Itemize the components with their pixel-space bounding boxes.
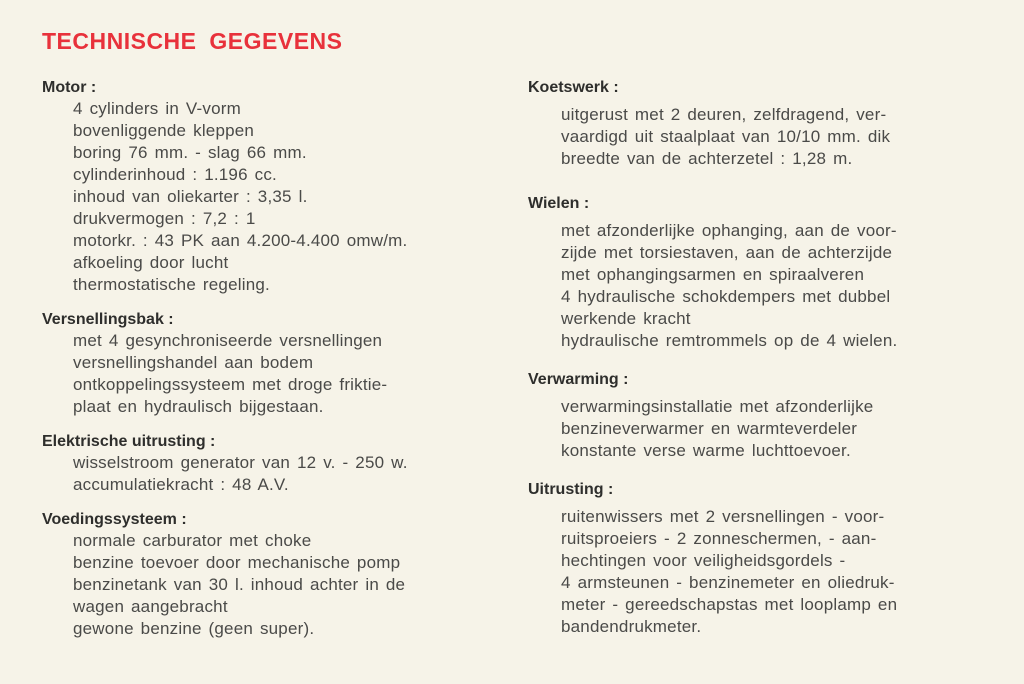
section-versnellingsbak <box>42 310 512 418</box>
spec-line: benzinetank van 30 l. inhoud achter in de <box>73 575 406 594</box>
spec-line: gewone benzine (geen super). <box>73 619 315 638</box>
section-heading: Koetswerk : <box>528 79 619 96</box>
section-verwarming <box>528 370 998 462</box>
spec-line: 4 cylinders in V-vorm <box>73 99 241 118</box>
spec-line: vaardigd uit staalplaat van 10/10 mm. dik <box>561 127 891 146</box>
spec-line: plaat en hydraulisch bijgestaan. <box>73 397 324 416</box>
spec-line: accumulatiekracht : 48 A.V. <box>73 475 289 494</box>
section-voedingssysteem <box>42 510 512 640</box>
spec-line: ontkoppelingssysteem met droge friktie- <box>73 375 388 394</box>
section-elektrische-uitrusting <box>42 432 512 496</box>
spec-line: 4 hydraulische schokdempers met dubbel <box>561 287 891 306</box>
spec-line: benzineverwarmer en warmteverdeler <box>561 419 858 438</box>
spec-line: afkoeling door lucht <box>73 253 229 272</box>
section-wielen <box>528 194 998 352</box>
section-body <box>528 396 998 462</box>
spec-line: verwarmingsinstallatie met afzonderlijke <box>561 397 874 416</box>
spec-line: wagen aangebracht <box>73 597 228 616</box>
section-heading: Motor : <box>42 79 97 96</box>
section-body <box>528 506 998 638</box>
spec-line: 4 armsteunen - benzinemeter en oliedruk- <box>561 573 895 592</box>
spec-line: met 4 gesynchroniseerde versnellingen <box>73 331 383 350</box>
section-uitrusting <box>528 480 998 638</box>
section-body <box>528 220 998 352</box>
spec-line: bandendrukmeter. <box>561 617 702 636</box>
spec-line: werkende kracht <box>561 309 691 328</box>
spec-line: uitgerust met 2 deuren, zelfdragend, ver- <box>561 105 887 124</box>
section-body <box>528 104 998 170</box>
spec-line: motorkr. : 43 PK aan 4.200-4.400 omw/m. <box>73 231 408 250</box>
spec-line: breedte van de achterzetel : 1,28 m. <box>561 149 853 168</box>
spec-line: versnellingshandel aan bodem <box>73 353 314 372</box>
section-body <box>42 530 512 640</box>
section-heading: Elektrische uitrusting : <box>42 433 216 450</box>
spec-line: normale carburator met choke <box>73 531 312 550</box>
right-column <box>528 78 998 638</box>
section-heading: Voedingssysteem : <box>42 511 187 528</box>
spec-line: hechtingen voor veiligheidsgordels - <box>561 551 846 570</box>
spec-line: met afzonderlijke ophanging, aan de voor- <box>561 221 897 240</box>
spec-line: boring 76 mm. - slag 66 mm. <box>73 143 307 162</box>
spec-line: konstante verse warme luchttoevoer. <box>561 441 851 460</box>
spec-line: benzine toevoer door mechanische pomp <box>73 553 401 572</box>
spec-line: inhoud van oliekarter : 3,35 l. <box>73 187 308 206</box>
section-koetswerk <box>528 78 998 170</box>
page-title: TECHNISCHE GEGEVENS <box>42 28 343 54</box>
spec-line: thermostatische regeling. <box>73 275 270 294</box>
spec-line: ruitsproeiers - 2 zonneschermen, - aan- <box>561 529 877 548</box>
spec-line: bovenliggende kleppen <box>73 121 255 140</box>
section-heading: Versnellingsbak : <box>42 311 174 328</box>
section-motor <box>42 78 512 296</box>
spec-line: meter - gereedschapstas met looplamp en <box>561 595 898 614</box>
left-column <box>42 78 512 640</box>
section-heading: Verwarming : <box>528 371 629 388</box>
section-heading: Wielen : <box>528 195 590 212</box>
spec-line: drukvermogen : 7,2 : 1 <box>73 209 256 228</box>
spec-line: cylinderinhoud : 1.196 cc. <box>73 165 277 184</box>
spec-line: met ophangingsarmen en spiraalveren <box>561 265 865 284</box>
section-body <box>42 330 512 418</box>
section-heading: Uitrusting : <box>528 481 614 498</box>
section-body <box>42 452 512 496</box>
spec-line: zijde met torsiestaven, aan de achterzijde <box>561 243 893 262</box>
spec-line: wisselstroom generator van 12 v. - 250 w. <box>73 453 408 472</box>
section-body <box>42 98 512 296</box>
spec-line: hydraulische remtrommels op de 4 wielen. <box>561 331 898 350</box>
spec-line: ruitenwissers met 2 versnellingen - voor- <box>561 507 885 526</box>
